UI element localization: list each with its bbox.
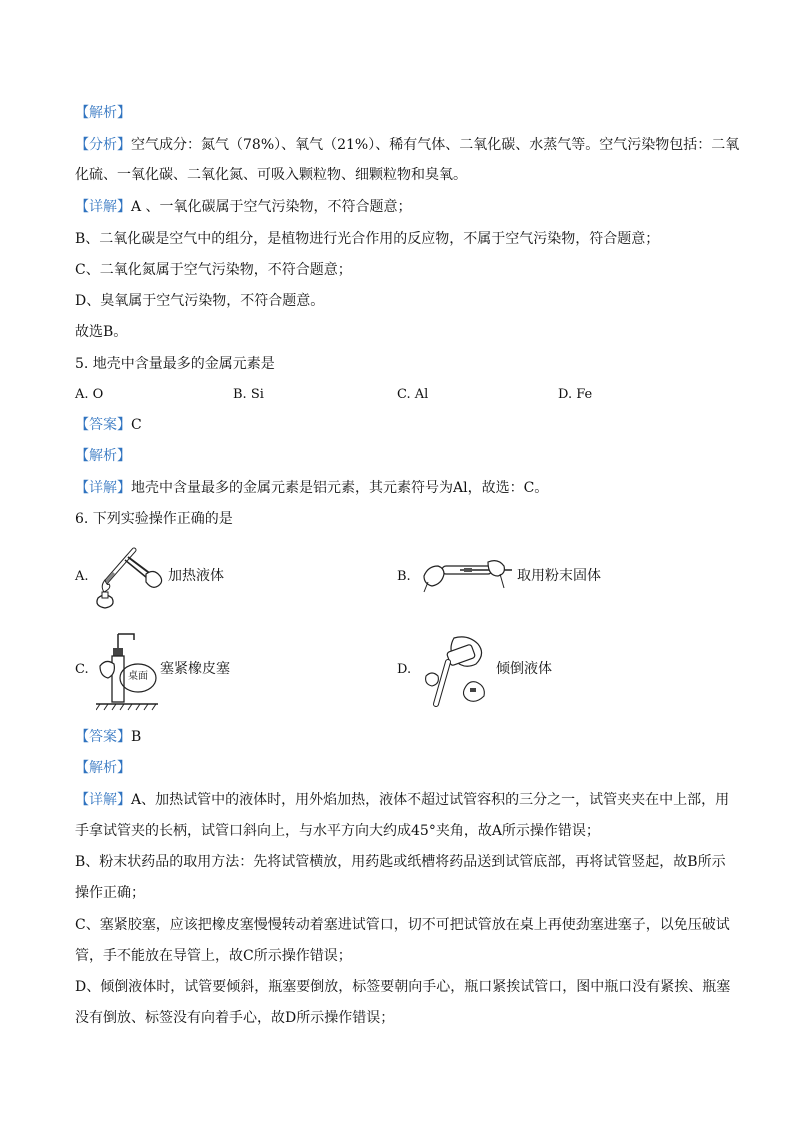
q6-detail-d-line-2: 没有倒放、标签没有向着手心，故D所示操作错误； [75, 1010, 395, 1026]
q6-choice-a-label: A. [75, 569, 89, 584]
q6-detail-c-line-1: C、塞紧胶塞，应该把橡皮塞慢慢转动着塞进试管口，切不可把试管放在桌上再使劲塞进塞子，以免压破试 [75, 917, 730, 933]
q6-jiexi-heading: 【解析】 [75, 760, 131, 776]
detail-line-c: C、二氧化氮属于空气污染物，不符合题意； [75, 262, 352, 278]
q6-answer-line [75, 728, 141, 746]
pouring-liquid-illustration [418, 632, 494, 712]
q6-detail-d-line-1: D、倾倒液体时，试管要倾斜，瓶塞要倒放，标签要朝向手心，瓶口紧挨试管口，图中瓶口没有紧挨、瓶塞 [75, 979, 731, 995]
conclusion-line: 故选B。 [75, 324, 128, 340]
q6-detail-b-line-1: B、粉末状药品的取用方法：先将试管横放，用药匙或纸槽将药品送到试管底部，再将试管竖起，故B所示 [75, 854, 726, 870]
q5-option-a: A. O [75, 387, 104, 402]
analysis-tag: 【分析】 [75, 137, 131, 153]
q5-answer-tag: 【答案】 [75, 417, 131, 433]
q6-desk-label: 桌面 [128, 671, 148, 682]
q6-choice-b-text: 取用粉末固体 [517, 568, 601, 584]
q6-stem: 6. 下列实验操作正确的是 [75, 511, 233, 527]
analysis-text-1: 空气成分：氮气（78%）、氧气（21%）、稀有气体、二氧化碳、水蒸气等。空气污染物包括：二氧 [131, 137, 740, 153]
q5-option-b: B. Si [233, 387, 264, 402]
q6-choice-c-label: C. [75, 662, 89, 677]
detail-line-a [75, 198, 412, 216]
q5-option-d: D. Fe [558, 387, 593, 402]
q5-option-c: C. Al [397, 387, 429, 402]
detail-line-d: D、臭氧属于空气污染物，不符合题意。 [75, 293, 325, 309]
detail-a-text: A 、一氧化碳属于空气污染物，不符合题意； [131, 199, 412, 215]
q6-detail-a-text-1: A、加热试管中的液体时，用外焰加热，液体不超过试管容积的三分之一，试管夹夹在中上部，用 [131, 792, 730, 808]
q6-choice-d-text: 倾倒液体 [496, 661, 552, 677]
q6-detail-c-line-2: 管，手不能放在导管上，故C所示操作错误； [75, 948, 352, 964]
powder-solid-illustration [420, 552, 515, 594]
q6-choice-c-text: 塞紧橡皮塞 [160, 661, 230, 677]
detail-line-b: B、二氧化碳是空气中的组分，是植物进行光合作用的反应物，不属于空气污染物，符合题意； [75, 231, 660, 247]
detail-tag: 【详解】 [75, 199, 131, 215]
q6-choice-d-label: D. [397, 662, 412, 677]
q6-choice-b-label: B. [397, 569, 411, 584]
q6-detail-b-line-2: 操作正确； [75, 885, 145, 901]
q6-choice-a-text: 加热液体 [168, 568, 224, 584]
q6-detail-a-line-1 [75, 791, 729, 809]
analysis-line-1 [75, 136, 739, 154]
q5-jiexi-heading: 【解析】 [75, 448, 131, 464]
q6-answer-tag: 【答案】 [75, 729, 131, 745]
q5-detail-text: 地壳中含量最多的金属元素是铝元素，其元素符号为Al，故选：C。 [131, 480, 549, 496]
q6-detail-a-line-2: 手拿试管夹的长柄，试管口斜向上，与水平方向大约成45°夹角，故A所示操作错误； [75, 823, 600, 839]
q5-stem: 5. 地壳中含量最多的金属元素是 [75, 356, 275, 372]
q5-answer-line [75, 416, 142, 434]
jiexi-heading: 【解析】 [75, 105, 131, 121]
heating-liquid-illustration [92, 540, 167, 612]
q5-answer-value: C [131, 417, 142, 433]
q5-detail-line [75, 479, 548, 497]
q6-answer-value: B [131, 729, 142, 745]
q6-detail-tag: 【详解】 [75, 792, 131, 808]
analysis-line-2: 化硫、一氧化碳、二氧化氮、可吸入颗粒物、细颗粒物和臭氧。 [75, 167, 467, 183]
q5-detail-tag: 【详解】 [75, 480, 131, 496]
